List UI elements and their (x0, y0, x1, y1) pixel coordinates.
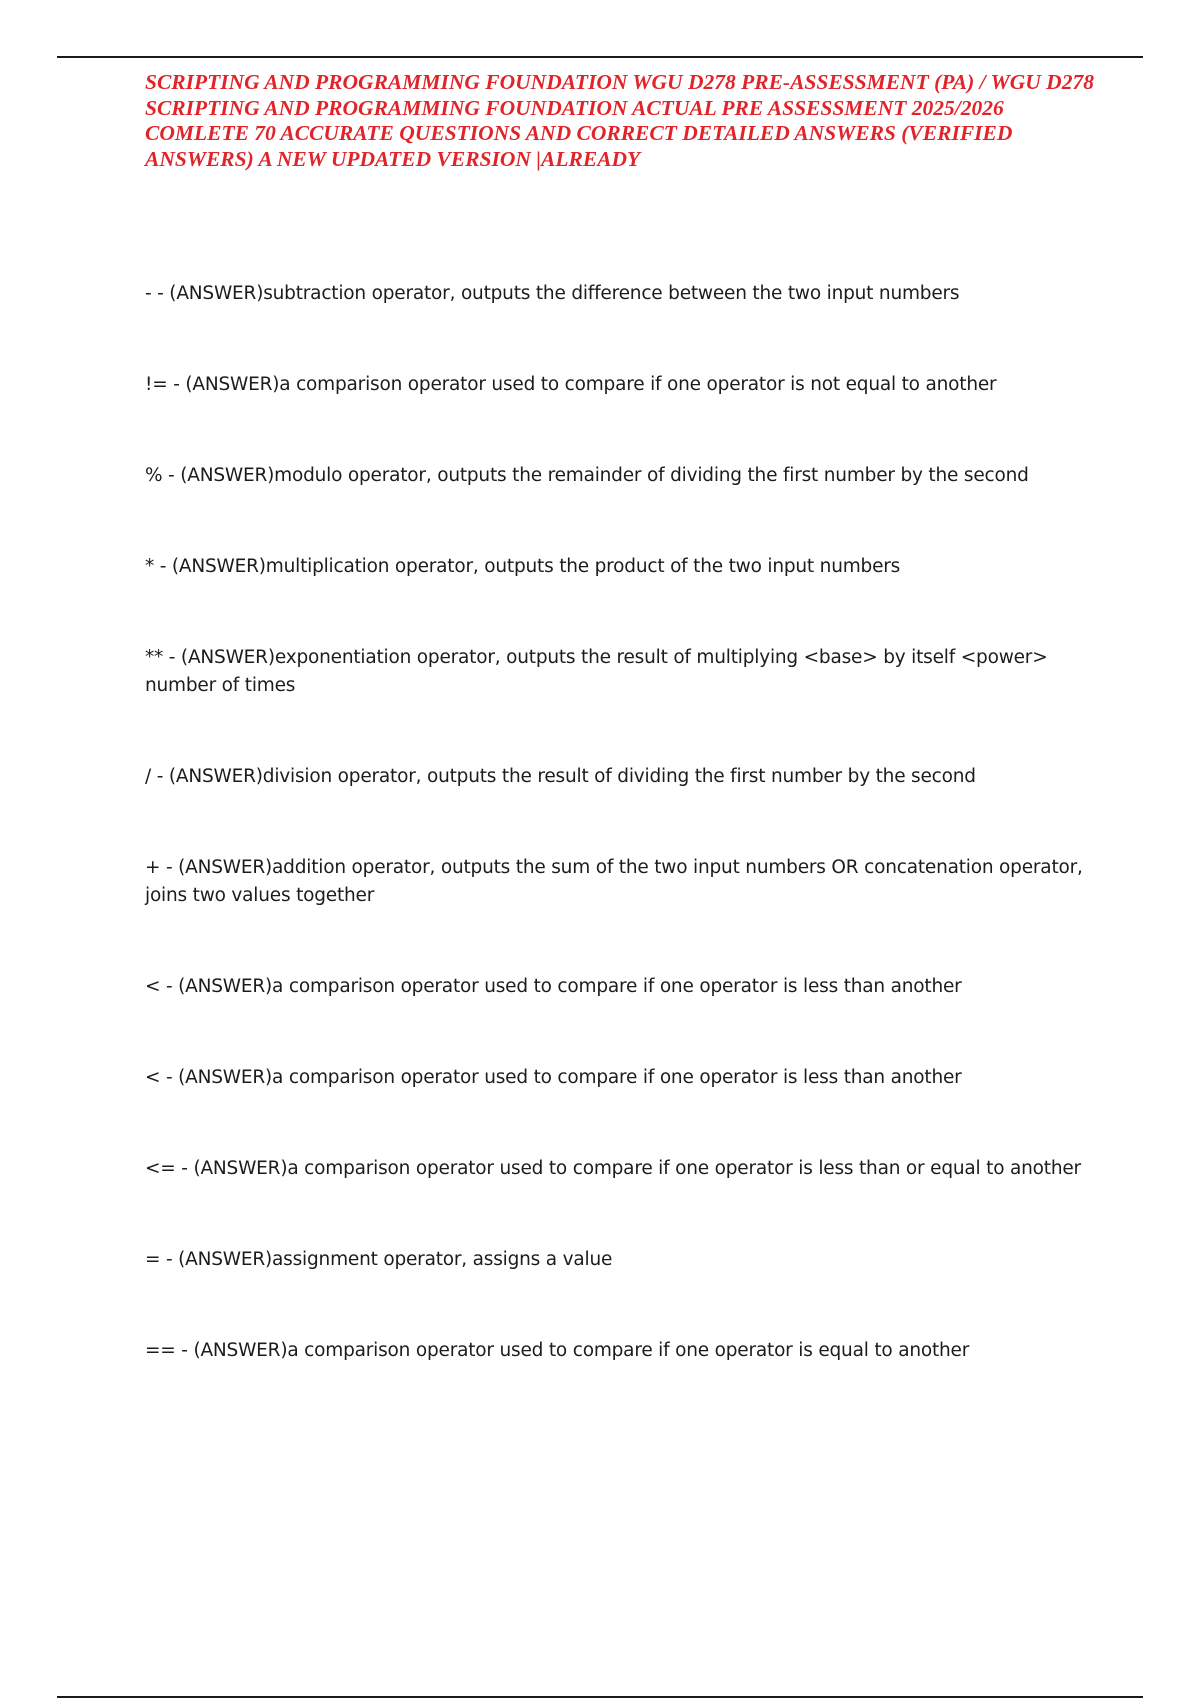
answer-entry: * - (ANSWER)multiplication operator, outputs the product of the two input numbers (145, 556, 901, 577)
answer-entry: ** - (ANSWER)exponentiation operator, outputs the result of multiplying <base> by itself <power> number of times (145, 647, 1048, 696)
answer-entry: = - (ANSWER)assignment operator, assigns a value (145, 1249, 613, 1270)
answer-entry: % - (ANSWER)modulo operator, outputs the remainder of dividing the first number by the second (145, 465, 1029, 486)
answer-entry: == - (ANSWER)a comparison operator used to compare if one operator is equal to another (145, 1340, 970, 1361)
answer-list (145, 280, 1085, 1365)
document-title: SCRIPTING AND PROGRAMMING FOUNDATION WGU D278 PRE-ASSESSMENT (PA) / WGU D278 SCRIPTING AND PROGRAMMING FOUNDATION ACTUAL PRE ASSESSMENT 2025/2026 COMLETE 70 ACCURATE QUESTIONS AND CORRECT DETAILED ANSWERS (VERIFIED ANSWERS) A NEW UPDATED VERSION |ALREADY (145, 70, 1094, 171)
top-rule (57, 56, 1143, 58)
bottom-rule (57, 1696, 1143, 1698)
answer-entry: != - (ANSWER)a comparison operator used to compare if one operator is not equal to another (145, 374, 997, 395)
answer-entry: + - (ANSWER)addition operator, outputs the sum of the two input numbers OR concatenation operator, joins two values together (145, 857, 1083, 906)
answer-entry: <= - (ANSWER)a comparison operator used to compare if one operator is less than or equal to another (145, 1158, 1081, 1179)
answer-entry: < - (ANSWER)a comparison operator used to compare if one operator is less than another (145, 1067, 962, 1088)
answer-entry: < - (ANSWER)a comparison operator used to compare if one operator is less than another (145, 976, 962, 997)
answer-entry: / - (ANSWER)division operator, outputs the result of dividing the first number by the second (145, 766, 976, 787)
answer-entry: - - (ANSWER)subtraction operator, outputs the difference between the two input numbers (145, 283, 960, 304)
